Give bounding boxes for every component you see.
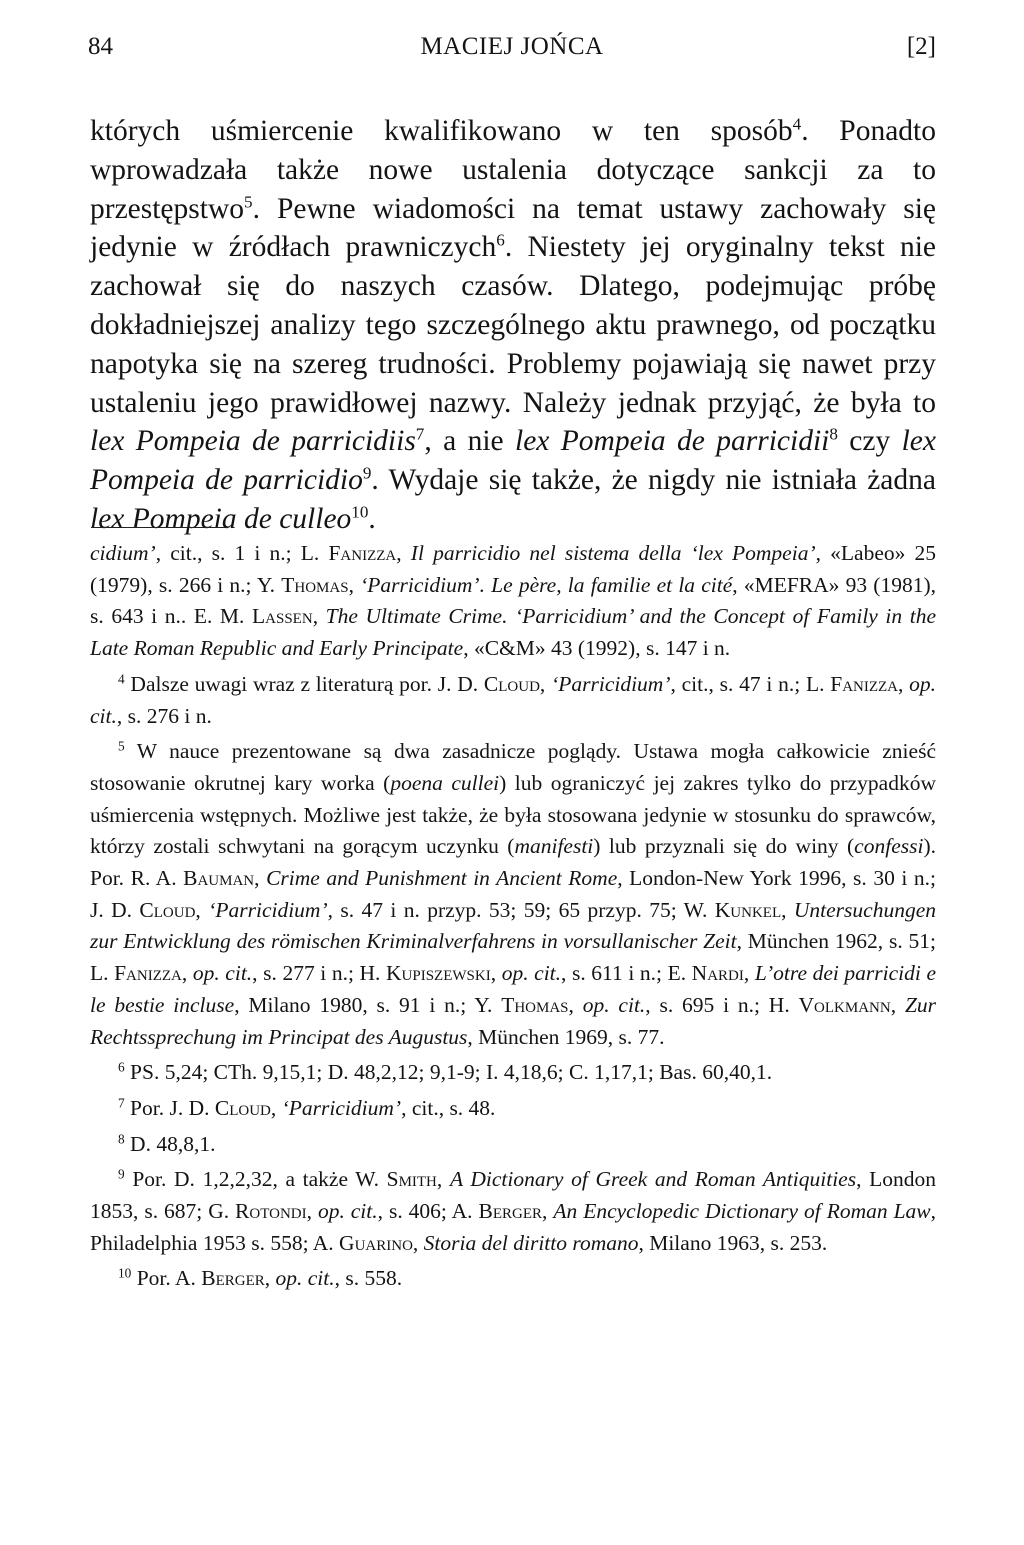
- body-text-run: .: [368, 502, 376, 535]
- body-text-run: , a nie: [424, 425, 516, 458]
- body-text-run: . Ponadto wprowadzała także nowe ustalenia dotyczące sankcji za to przestępstwo: [90, 115, 937, 225]
- fn-italic: Zur Rechtssprechung im Principat des Augustus: [90, 992, 937, 1049]
- fn-text: ,: [898, 671, 910, 696]
- fn-text: ,: [254, 866, 267, 891]
- fn-italic: Untersuchungen zur Entwicklung des römischen Kriminalverfahrens in vorsullanischer Zeit: [90, 897, 937, 954]
- fn-text: ,: [490, 961, 502, 986]
- fn-italic: op. cit.: [317, 1199, 378, 1224]
- fn-text: , cit., s. 47 i n.; L.: [670, 671, 831, 696]
- footnote-number: 7: [118, 1095, 125, 1111]
- fn-author: Guarino: [339, 1230, 413, 1255]
- fn-italic: ‘Parricidium’: [551, 671, 671, 696]
- fn-text: , cit., s. 48.: [401, 1095, 496, 1120]
- footnote-ref: 6: [496, 231, 505, 251]
- fn-author: Bauman: [183, 866, 255, 891]
- fn-text: ,: [396, 541, 411, 565]
- fn-italic: poena cullei: [390, 770, 500, 795]
- fn-author: Kunkel: [714, 897, 782, 922]
- fn-text: Por. J. D.: [124, 1095, 215, 1120]
- fn-italic: A Dictionary of Greek and Roman Antiquities: [449, 1167, 857, 1192]
- footnote-ref: 8: [829, 425, 838, 445]
- body-text-run: których uśmiercenie kwalifikowano w ten sposób: [90, 115, 793, 147]
- running-title-rest-1: ACIEJ: [443, 33, 521, 60]
- law-title: lex Pompeia de culleo: [90, 502, 352, 535]
- footnote-number: 6: [118, 1059, 125, 1075]
- fn-text: , s. 277 i n.; H.: [252, 961, 387, 986]
- fn-text: , s. 611 i n.; E.: [561, 961, 692, 986]
- fn-author: Fanizza: [328, 541, 397, 565]
- fn-text: Por. A.: [131, 1266, 202, 1291]
- fn-text: ,: [890, 992, 905, 1017]
- fn-italic: op. cit.: [582, 992, 646, 1017]
- fn-text: , «C&M» 43 (1992), s. 147 i n.: [463, 636, 731, 661]
- footnote-ref: 10: [351, 502, 369, 522]
- fn-author: Fanizza: [114, 961, 182, 986]
- fn-text: , «MEFRA» 93 (1981), s. 643 i n.. E. M.: [90, 572, 937, 629]
- fn-author: Fanizza: [830, 671, 899, 696]
- law-title: lex Pompeia de parricidiis: [90, 425, 416, 458]
- footnote-4: [90, 669, 936, 732]
- footnotes: [90, 538, 936, 1299]
- body-text-run: . Wydaje się także, że nigdy nie istniała żadna: [371, 464, 936, 497]
- fn-text: ,: [181, 961, 193, 986]
- section-label: [2]: [906, 33, 936, 60]
- fn-italic: op. cit.: [501, 961, 562, 986]
- running-title-initial-2: J: [520, 33, 531, 60]
- footnote-6: [90, 1057, 936, 1089]
- fn-text: Por. D. 1,2,2,32, a także W.: [124, 1167, 387, 1192]
- fn-text: ) lub ograniczyć jej zakres tylko do przypadków uśmiercenia wstępnych. Możliwe jest także, że była stosowana jedynie w stosunku do sprawców, którzy zostali schwytani na gorącym uczynku (: [90, 770, 936, 859]
- fn-italic: ‘Parricidium’: [281, 1095, 402, 1120]
- fn-italic: The Ultimate Crime. ‘Parricidium’ and the Concept of Family in the Late Roman Republic and Early Principate: [90, 604, 937, 661]
- fn-text: ,: [270, 1095, 282, 1120]
- fn-text: , München 1962, s. 51; L.: [90, 929, 937, 986]
- fn-author: Rotondi: [235, 1199, 307, 1224]
- fn-author: Lassen: [252, 604, 313, 629]
- fn-author: Cloud: [483, 671, 540, 696]
- fn-italic: cidium’: [90, 541, 156, 565]
- footnote-ref: 4: [792, 114, 802, 134]
- fn-italic: L’otre dei parricidi e le bestie incluse: [90, 961, 937, 1017]
- running-title-rest-2: OŃCA: [530, 33, 604, 60]
- footnote-number: 10: [118, 1266, 132, 1282]
- fn-text: ,: [542, 1199, 554, 1224]
- fn-text: W nauce prezentowane są dwa zasadnicze poglądy. Ustawa mogła całkowicie znieść stosowanie okrutnej kary worka (: [90, 739, 936, 795]
- fn-text: , s. 276 i n.: [116, 703, 212, 728]
- fn-text: Dalsze uwagi wraz z literaturą por. J. D.: [124, 671, 484, 696]
- fn-text: ,: [539, 671, 552, 696]
- law-title: lex Pompeia de parricidii: [515, 425, 830, 458]
- footnote-8: [90, 1129, 936, 1161]
- body-text-run: . Niestety jej oryginalny tekst nie zachował się do naszych czasów. Dlatego, podejmując próbę dokładniejszej analizy tego szczególnego aktu prawnego, od początku napotyka się na szereg trudności. Problemy pojawiają się nawet przy ustaleniu jego prawidłowej nazwy. Należy jednak przyjąć, że była to: [90, 231, 936, 419]
- fn-text: ,: [412, 1230, 424, 1255]
- footnote-number: 8: [118, 1131, 125, 1147]
- fn-text: , München 1969, s. 77.: [467, 1024, 665, 1049]
- fn-author: Cloud: [214, 1095, 271, 1120]
- page-number: 84: [88, 33, 113, 60]
- fn-text: , London-New York 1996, s. 30 i n.; J. D.: [90, 866, 936, 922]
- fn-italic: An Encyclopedic Dictionary of Roman Law: [553, 1199, 931, 1224]
- fn-text: , Philadelphia 1953 s. 558; A.: [90, 1199, 936, 1255]
- fn-text: D. 48,8,1.: [124, 1131, 216, 1156]
- fn-italic: ‘Parricidium’. Le père, la familie et la cité: [360, 572, 733, 597]
- footnote-ref: 7: [415, 425, 425, 445]
- fn-text: ,: [743, 961, 755, 986]
- fn-text: , s. 47 i n. przyp. 53; 59; 65 przyp. 75; W.: [327, 897, 715, 922]
- fn-author: Berger: [201, 1266, 265, 1291]
- fn-italic: Crime and Punishment in Ancient Rome: [266, 866, 618, 891]
- fn-author: Cloud: [139, 897, 196, 922]
- fn-author: Thomas: [281, 572, 349, 597]
- fn-text: , Milano 1980, s. 91 i n.; Y.: [234, 992, 502, 1017]
- fn-author: Volkmann: [798, 992, 891, 1017]
- fn-italic: manifesti: [514, 834, 594, 859]
- footnote-number: 9: [118, 1167, 125, 1183]
- footnote-separator: [91, 527, 227, 528]
- fn-text: , s. 406; A.: [377, 1199, 479, 1224]
- footnote-number: 5: [118, 738, 125, 754]
- fn-italic: op. cit.: [275, 1266, 335, 1291]
- fn-text: , «Labeo» 25 (1979), s. 266 i n.; Y.: [90, 541, 937, 597]
- footnote-5: [90, 736, 936, 1053]
- footnote-ref: 9: [362, 463, 372, 483]
- fn-italic: ‘Parricidium’: [208, 897, 328, 922]
- fn-italic: op. cit.: [192, 961, 253, 986]
- fn-italic: confessi: [854, 834, 924, 859]
- body-text-run: czy: [837, 425, 902, 458]
- running-title-initial-1: M: [420, 33, 444, 60]
- fn-text: PS. 5,24; CTh. 9,15,1; D. 48,2,12; 9,1-9; I. 4,18,6; C. 1,17,1; Bas. 60,40,1.: [124, 1060, 773, 1085]
- body-text-run: . Pewne wiadomości na temat ustawy zachowały się jedynie w źródłach prawniczych: [90, 192, 936, 264]
- footnote-number: 4: [118, 671, 125, 687]
- body-paragraph: [90, 112, 936, 539]
- fn-text: ). Por. R. A.: [90, 834, 936, 891]
- fn-text: ,: [436, 1167, 450, 1192]
- fn-text: ,: [306, 1199, 318, 1224]
- fn-author: Kupiszewski: [386, 961, 491, 986]
- fn-text: ,: [312, 604, 326, 629]
- fn-text: ,: [781, 897, 794, 922]
- fn-author: Thomas: [501, 992, 569, 1017]
- footnote-7: [90, 1093, 936, 1125]
- fn-text: , s. 695 i n.; H.: [645, 992, 799, 1017]
- running-title: [0, 30, 1024, 64]
- footnote-ref: 5: [244, 192, 253, 212]
- footnote-9: [90, 1164, 936, 1259]
- fn-author: Nardi: [691, 961, 744, 986]
- fn-author: Berger: [478, 1199, 543, 1224]
- footnote-10: [90, 1263, 936, 1295]
- fn-text: , cit., s. 1 i n.; L.: [155, 541, 329, 565]
- fn-italic: op. cit.: [90, 671, 937, 728]
- fn-text: ,: [195, 897, 209, 922]
- fn-italic: Storia del diritto romano: [423, 1230, 639, 1255]
- fn-text: ,: [568, 992, 583, 1017]
- fn-italic: Il parricidio nel sistema della ‘lex Pompeia’: [410, 541, 816, 565]
- law-title: lex Pompeia de parricidio: [90, 425, 936, 497]
- footnote-continuation: [90, 538, 936, 665]
- fn-text: , s. 558.: [334, 1266, 403, 1291]
- fn-text: , Milano 1963, s. 253.: [638, 1230, 828, 1255]
- fn-author: Smith: [386, 1167, 437, 1192]
- fn-text: ,: [348, 572, 361, 597]
- fn-text: , London 1853, s. 687; G.: [90, 1167, 936, 1224]
- fn-text: ) lub przyznali się do winy (: [593, 834, 855, 859]
- fn-text: ,: [264, 1266, 276, 1291]
